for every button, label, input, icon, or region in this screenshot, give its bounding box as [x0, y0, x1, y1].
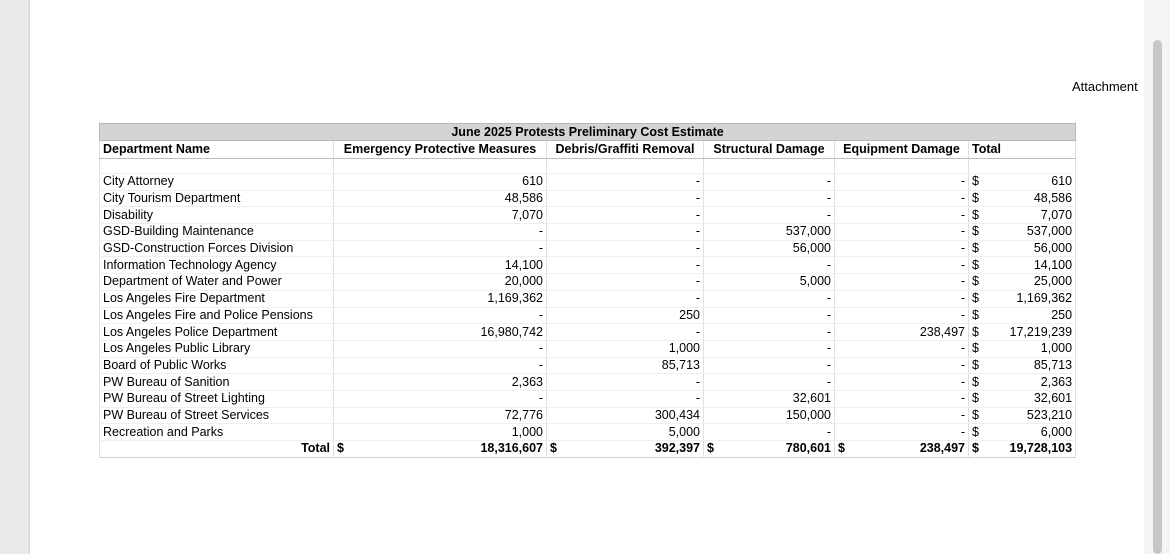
department-name: GSD-Building Maintenance: [100, 224, 334, 241]
row-total: 537,000: [1026, 224, 1073, 239]
row-total-cell: [969, 174, 1076, 191]
currency-symbol: $: [972, 407, 979, 422]
structural-cost: -: [704, 357, 835, 374]
currency-symbol: $: [550, 441, 557, 456]
table-row: [100, 274, 1076, 291]
table-row: [100, 357, 1076, 374]
debris-cost: 300,434: [547, 407, 704, 424]
row-total-cell: [969, 374, 1076, 391]
table-row: [100, 407, 1076, 424]
currency-symbol: $: [972, 241, 979, 256]
row-total: 1,169,362: [1016, 291, 1073, 306]
table-row: [100, 390, 1076, 407]
structural-cost: -: [704, 340, 835, 357]
equipment-cost: -: [835, 340, 969, 357]
equipment-cost: -: [835, 424, 969, 441]
row-total-cell: [969, 357, 1076, 374]
debris-cost: 1,000: [547, 340, 704, 357]
currency-symbol: $: [972, 307, 979, 322]
row-total-cell: [969, 274, 1076, 291]
scrollbar-thumb[interactable]: [1153, 40, 1162, 554]
totals-label: Total: [100, 441, 334, 458]
department-name: PW Bureau of Sanition: [100, 374, 334, 391]
currency-symbol: $: [972, 441, 979, 456]
equipment-cost: -: [835, 174, 969, 191]
equipment-cost: -: [835, 307, 969, 324]
equipment-cost: -: [835, 390, 969, 407]
department-name: Information Technology Agency: [100, 257, 334, 274]
total-grand: 19,728,103: [1009, 441, 1073, 456]
equipment-cost: 238,497: [835, 324, 969, 341]
totals-row: [100, 441, 1076, 458]
row-total: 85,713: [1033, 357, 1073, 372]
cost-estimate-table: [99, 123, 1076, 458]
table-row: [100, 174, 1076, 191]
table-row: [100, 307, 1076, 324]
structural-cost: -: [704, 324, 835, 341]
table-row: [100, 290, 1076, 307]
structural-cost: -: [704, 307, 835, 324]
table-row: [100, 424, 1076, 441]
table-header-row: [100, 141, 1076, 159]
currency-symbol: $: [972, 357, 979, 372]
department-name: PW Bureau of Street Services: [100, 407, 334, 424]
emergency-cost: 16,980,742: [334, 324, 547, 341]
equipment-cost: -: [835, 374, 969, 391]
table-row: [100, 324, 1076, 341]
debris-cost: -: [547, 224, 704, 241]
debris-cost: -: [547, 374, 704, 391]
emergency-cost: 72,776: [334, 407, 547, 424]
debris-cost: -: [547, 324, 704, 341]
row-total: 523,210: [1026, 407, 1073, 422]
header-equipment: Equipment Damage: [835, 141, 969, 159]
equipment-cost: -: [835, 190, 969, 207]
currency-symbol: $: [972, 324, 979, 339]
row-total: 6,000: [1040, 424, 1073, 439]
row-total-cell: [969, 290, 1076, 307]
equipment-cost: -: [835, 290, 969, 307]
row-total-cell: [969, 240, 1076, 257]
department-name: Los Angeles Public Library: [100, 340, 334, 357]
row-total: 7,070: [1040, 207, 1073, 222]
debris-cost: 85,713: [547, 357, 704, 374]
row-total-cell: [969, 390, 1076, 407]
structural-cost: -: [704, 424, 835, 441]
table-body: [100, 174, 1076, 441]
row-total-cell: [969, 307, 1076, 324]
emergency-cost: 20,000: [334, 274, 547, 291]
currency-symbol: $: [972, 207, 979, 222]
row-total-cell: [969, 424, 1076, 441]
currency-symbol: $: [707, 441, 714, 456]
currency-symbol: $: [972, 257, 979, 272]
row-total-cell: [969, 190, 1076, 207]
department-name: Disability: [100, 207, 334, 224]
currency-symbol: $: [972, 291, 979, 306]
header-debris: Debris/Graffiti Removal: [547, 141, 704, 159]
debris-cost: -: [547, 390, 704, 407]
emergency-cost: 610: [334, 174, 547, 191]
currency-symbol: $: [972, 274, 979, 289]
total-equipment: 238,497: [919, 441, 965, 456]
row-total-cell: [969, 207, 1076, 224]
equipment-cost: -: [835, 274, 969, 291]
row-total: 1,000: [1040, 341, 1073, 356]
debris-cost: -: [547, 207, 704, 224]
spacer-row: [100, 159, 1076, 174]
currency-symbol: $: [337, 441, 344, 456]
header-total: Total: [969, 141, 1076, 159]
structural-cost: -: [704, 207, 835, 224]
equipment-cost: -: [835, 357, 969, 374]
currency-symbol: $: [972, 174, 979, 189]
currency-symbol: $: [838, 441, 845, 456]
total-debris: 392,397: [654, 441, 700, 456]
header-structural: Structural Damage: [704, 141, 835, 159]
row-total: 25,000: [1033, 274, 1073, 289]
table-row: [100, 190, 1076, 207]
header-emergency: Emergency Protective Measures: [334, 141, 547, 159]
debris-cost: -: [547, 290, 704, 307]
emergency-cost: -: [334, 357, 547, 374]
total-structural: 780,601: [785, 441, 831, 456]
emergency-cost: 1,000: [334, 424, 547, 441]
department-name: Los Angeles Fire and Police Pensions: [100, 307, 334, 324]
equipment-cost: -: [835, 224, 969, 241]
attachment-label: Attachment: [1072, 79, 1138, 94]
row-total: 56,000: [1033, 241, 1073, 256]
currency-symbol: $: [972, 424, 979, 439]
currency-symbol: $: [972, 191, 979, 206]
department-name: Board of Public Works: [100, 357, 334, 374]
emergency-cost: -: [334, 307, 547, 324]
department-name: City Tourism Department: [100, 190, 334, 207]
department-name: Los Angeles Fire Department: [100, 290, 334, 307]
table-title: June 2025 Protests Preliminary Cost Estimate: [100, 124, 1076, 141]
currency-symbol: $: [972, 391, 979, 406]
debris-cost: -: [547, 190, 704, 207]
equipment-cost: -: [835, 407, 969, 424]
debris-cost: -: [547, 274, 704, 291]
emergency-cost: -: [334, 240, 547, 257]
total-emergency: 18,316,607: [480, 441, 543, 456]
currency-symbol: $: [972, 224, 979, 239]
emergency-cost: -: [334, 340, 547, 357]
row-total: 610: [1051, 174, 1073, 189]
equipment-cost: -: [835, 207, 969, 224]
debris-cost: 250: [547, 307, 704, 324]
emergency-cost: 1,169,362: [334, 290, 547, 307]
department-name: City Attorney: [100, 174, 334, 191]
department-name: Recreation and Parks: [100, 424, 334, 441]
structural-cost: -: [704, 257, 835, 274]
row-total: 32,601: [1033, 391, 1073, 406]
emergency-cost: 7,070: [334, 207, 547, 224]
equipment-cost: -: [835, 257, 969, 274]
structural-cost: -: [704, 190, 835, 207]
department-name: Los Angeles Police Department: [100, 324, 334, 341]
row-total-cell: [969, 324, 1076, 341]
debris-cost: 5,000: [547, 424, 704, 441]
row-total-cell: [969, 407, 1076, 424]
structural-cost: -: [704, 374, 835, 391]
structural-cost: 5,000: [704, 274, 835, 291]
emergency-cost: 2,363: [334, 374, 547, 391]
table-row: [100, 240, 1076, 257]
debris-cost: -: [547, 257, 704, 274]
currency-symbol: $: [972, 341, 979, 356]
currency-symbol: $: [972, 374, 979, 389]
row-total: 17,219,239: [1009, 324, 1073, 339]
row-total: 48,586: [1033, 191, 1073, 206]
debris-cost: -: [547, 240, 704, 257]
structural-cost: -: [704, 290, 835, 307]
table-row: [100, 257, 1076, 274]
structural-cost: -: [704, 174, 835, 191]
table-row: [100, 340, 1076, 357]
structural-cost: 537,000: [704, 224, 835, 241]
table-title-row: [100, 124, 1076, 141]
header-department: Department Name: [100, 141, 334, 159]
structural-cost: 150,000: [704, 407, 835, 424]
row-total: 2,363: [1040, 374, 1073, 389]
row-total-cell: [969, 257, 1076, 274]
debris-cost: -: [547, 174, 704, 191]
emergency-cost: -: [334, 390, 547, 407]
department-name: GSD-Construction Forces Division: [100, 240, 334, 257]
emergency-cost: 48,586: [334, 190, 547, 207]
table-row: [100, 374, 1076, 391]
row-total-cell: [969, 340, 1076, 357]
structural-cost: 32,601: [704, 390, 835, 407]
emergency-cost: -: [334, 224, 547, 241]
equipment-cost: -: [835, 240, 969, 257]
table-row: [100, 224, 1076, 241]
row-total: 14,100: [1033, 257, 1073, 272]
emergency-cost: 14,100: [334, 257, 547, 274]
department-name: PW Bureau of Street Lighting: [100, 390, 334, 407]
department-name: Department of Water and Power: [100, 274, 334, 291]
table-row: [100, 207, 1076, 224]
row-total-cell: [969, 224, 1076, 241]
row-total: 250: [1051, 307, 1073, 322]
vertical-scrollbar[interactable]: [1144, 0, 1170, 554]
structural-cost: 56,000: [704, 240, 835, 257]
